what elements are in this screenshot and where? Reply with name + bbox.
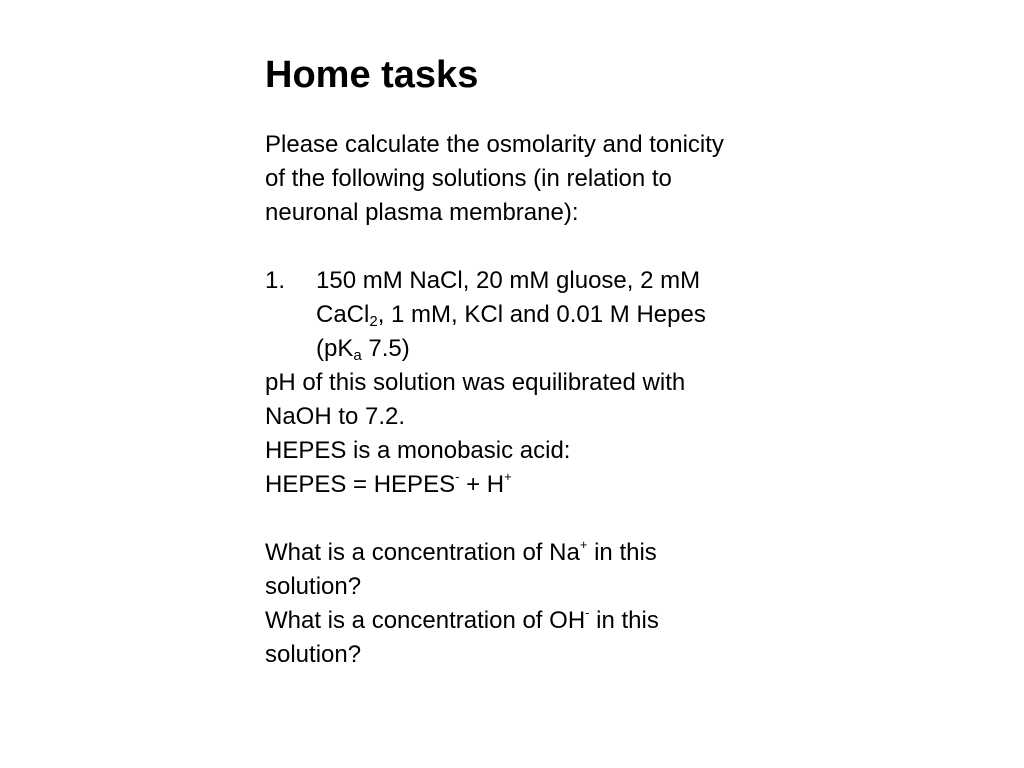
slide-content xyxy=(265,52,865,672)
hepes-note: HEPES is a monobasic acid: xyxy=(265,437,571,464)
intro-line-1: Please calculate the osmolarity and tonicity xyxy=(265,131,724,158)
ph-note-line-1: pH of this solution was equilibrated with xyxy=(265,369,686,396)
task-item-number: 1. xyxy=(265,267,286,294)
question-2-line-2: solution? xyxy=(265,641,362,668)
intro-line-2: of the following solutions (in relation to xyxy=(265,165,672,192)
task-item-1 xyxy=(265,264,865,366)
spacer xyxy=(265,230,865,264)
task-item-line-1: 150 mM NaCl, 20 mM gluose, 2 mM xyxy=(316,267,701,294)
question-2-text: What is a concentration of OH xyxy=(265,607,586,634)
superscript-minus: - xyxy=(585,605,590,620)
equation-plus-h: + H xyxy=(459,471,505,498)
subscript-a: a xyxy=(353,347,362,364)
pk-label: (pK xyxy=(316,335,354,362)
superscript-minus: - xyxy=(455,469,460,484)
task-item-line-2-rest: , 1 mM, KCl and 0.01 M Hepes xyxy=(377,301,706,328)
subscript-2: 2 xyxy=(369,313,378,330)
spacer xyxy=(265,502,865,536)
pk-value: 7.5) xyxy=(361,335,410,362)
question-2-text-rest: in this xyxy=(589,607,659,634)
hepes-equation xyxy=(265,468,865,502)
question-2-line-1 xyxy=(265,604,865,638)
intro-line-3: neuronal plasma membrane): xyxy=(265,199,579,226)
superscript-plus: + xyxy=(504,469,512,484)
task-item-line-3 xyxy=(316,332,865,366)
question-1-line-2: solution? xyxy=(265,573,362,600)
superscript-plus: + xyxy=(579,537,588,552)
question-1-text-rest: in this xyxy=(587,539,657,566)
question-1-text: What is a concentration of Na xyxy=(265,539,580,566)
question-1-line-1 xyxy=(265,536,865,570)
slide-title: Home tasks xyxy=(265,54,479,96)
equation-lhs: HEPES = HEPES xyxy=(265,471,456,498)
formula-cacl: CaCl xyxy=(316,301,370,328)
ph-note-line-2: NaOH to 7.2. xyxy=(265,403,406,430)
task-item-line-2 xyxy=(316,298,865,332)
